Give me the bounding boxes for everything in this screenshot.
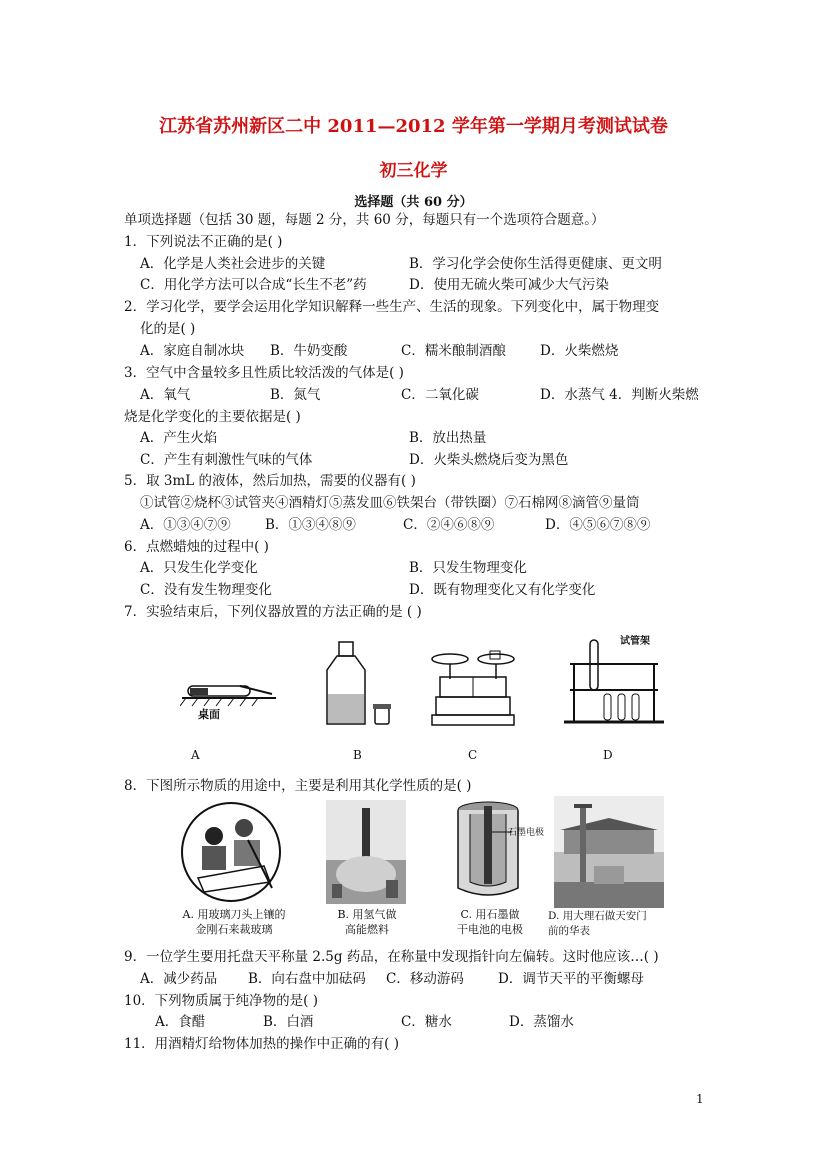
q7-figure-b	[325, 638, 395, 728]
q11-stem: 11．用酒精灯给物体加热的操作中正确的有( )	[124, 1036, 400, 1052]
q5-option-b: B．①③④⑧⑨	[265, 517, 356, 533]
q10-option-a: A．食醋	[155, 1014, 206, 1030]
q2-stem-line1: 2．学习化学，要学会运用化学知识解释一些生产、生活的现象。下列变化中，属于物理变	[124, 299, 660, 315]
q4-stem: 烧是化学变化的主要依据是( )	[124, 409, 301, 425]
q7-figure-a	[180, 668, 280, 718]
q5-option-a: A．①③④⑦⑨	[140, 517, 231, 533]
q7-figure-d	[560, 632, 670, 732]
q8-caption-b-line2: 高能燃料	[345, 923, 389, 936]
q6-option-c: C．没有发生物理变化	[140, 582, 272, 598]
page-number: 1	[696, 1092, 704, 1106]
q5-option-d: D．④⑤⑥⑦⑧⑨	[545, 517, 651, 533]
q8-caption-b-line1: B. 用氢气做	[337, 908, 397, 921]
q2-option-b: B．牛奶变酸	[270, 343, 348, 359]
q3-option-b: B．氮气	[270, 387, 321, 403]
q7-figure-a-text: 桌面	[198, 708, 220, 721]
q10-option-b: B．白酒	[263, 1014, 314, 1030]
q5-items: ①试管②烧杯③试管夹④酒精灯⑤蒸发皿⑥铁架台（带铁圈）⑦石棉网⑧滴管⑨量筒	[140, 495, 640, 511]
q7-stem: 7．实验结束后，下列仪器放置的方法正确的是 ( )	[124, 604, 422, 620]
q7-label-c: C	[468, 748, 478, 762]
q7-label-d: D	[603, 748, 613, 762]
q10-option-c: C．糖水	[401, 1014, 452, 1030]
q5-stem: 5．取 3mL 的液体，然后加热，需要的仪器有( )	[124, 473, 416, 489]
q3-option-d: D．水蒸气 4．判断火柴燃	[540, 387, 699, 403]
q8-caption-c-line2: 干电池的电极	[457, 923, 523, 936]
q7-label-a: A	[191, 748, 200, 762]
q2-option-a: A．家庭自制冰块	[140, 343, 245, 359]
q10-option-d: D．蒸馏水	[509, 1014, 574, 1030]
q4-option-c: C．产生有刺激性气味的气体	[140, 452, 313, 468]
q9-option-c: C．移动游码	[386, 971, 464, 987]
q9-option-b: B．向右盘中加砝码	[248, 971, 366, 987]
q8-caption-a-line2: 金刚石来裁玻璃	[195, 923, 273, 936]
q5-option-c: C．②④⑥⑧⑨	[403, 517, 495, 533]
q8-caption-a-line1: A. 用玻璃刀头上镶的	[182, 908, 286, 921]
exam-subtitle: 初三化学	[379, 161, 448, 181]
q8-figure-a	[178, 800, 284, 904]
q8-caption-d	[548, 909, 688, 939]
q7-label-b: B	[353, 748, 362, 762]
q8-caption-d-line2: 前的华表	[548, 925, 590, 937]
q9-option-d: D．调节天平的平衡螺母	[498, 971, 644, 987]
q4-option-b: B．放出热量	[409, 430, 487, 446]
q1-option-a: A．化学是人类社会进步的关键	[140, 256, 326, 272]
q1-option-c: C．用化学方法可以合成“长生不老”药	[140, 277, 367, 293]
q8-figure-d	[554, 796, 664, 908]
q4-option-a: A．产生火焰	[140, 430, 218, 446]
q8-figure-c-label: 石墨电极	[508, 828, 545, 838]
q8-stem: 8．下图所示物质的用途中，主要是利用其化学性质的是( )	[124, 778, 472, 794]
q6-stem: 6．点燃蜡烛的过程中( )	[124, 539, 269, 555]
q8-caption-c-line1: C. 用石墨做	[460, 908, 520, 921]
q9-option-a: A．减少药品	[140, 971, 218, 987]
q2-option-d: D．火柴燃烧	[540, 343, 619, 359]
q1-option-b: B．学习化学会使你生活得更健康、更文明	[409, 256, 662, 272]
q3-option-c: C．二氧化碳	[401, 387, 479, 403]
q1-option-d: D．使用无硫火柴可减少大气污染	[409, 277, 609, 293]
q2-stem-line2: 化的是( )	[140, 321, 196, 337]
q6-option-b: B．只发生物理变化	[409, 560, 527, 576]
q3-stem: 3．空气中含量较多且性质比较活泼的气体是( )	[124, 365, 404, 381]
q8-caption-d-line1: D. 用大理石做天安门	[548, 910, 647, 922]
q8-caption-a	[170, 907, 298, 937]
instruction-text: 单项选择题（包括 30 题，每题 2 分，共 60 分，每题只有一个选项符合题意。）	[124, 212, 605, 228]
section-heading: 选择题（共 60 分）	[354, 195, 473, 210]
q2-option-c: C．糯米酿制酒酿	[401, 343, 506, 359]
q8-caption-b	[322, 907, 412, 937]
q7-figure-c	[428, 645, 518, 730]
q8-caption-c	[440, 907, 540, 937]
q10-stem: 10．下列物质属于纯净物的是( )	[124, 993, 319, 1009]
q8-figure-c	[450, 800, 550, 904]
q4-option-d: D．火柴头燃烧后变为黑色	[409, 452, 569, 468]
q7-figure-d-text: 试管架	[620, 636, 650, 647]
q6-option-d: D．既有物理变化又有化学变化	[409, 582, 596, 598]
exam-title: 江苏省苏州新区二中 2011—2012 学年第一学期月考测试试卷	[159, 116, 668, 137]
q3-option-a: A．氧气	[140, 387, 191, 403]
q8-figure-b	[326, 800, 406, 904]
q6-option-a: A．只发生化学变化	[140, 560, 258, 576]
q9-stem: 9．一位学生要用托盘天平称量 2.5g 药品，在称量中发现指针向左偏转。这时他应该…( )	[124, 949, 659, 965]
q1-stem: 1．下列说法不正确的是( )	[124, 234, 283, 250]
